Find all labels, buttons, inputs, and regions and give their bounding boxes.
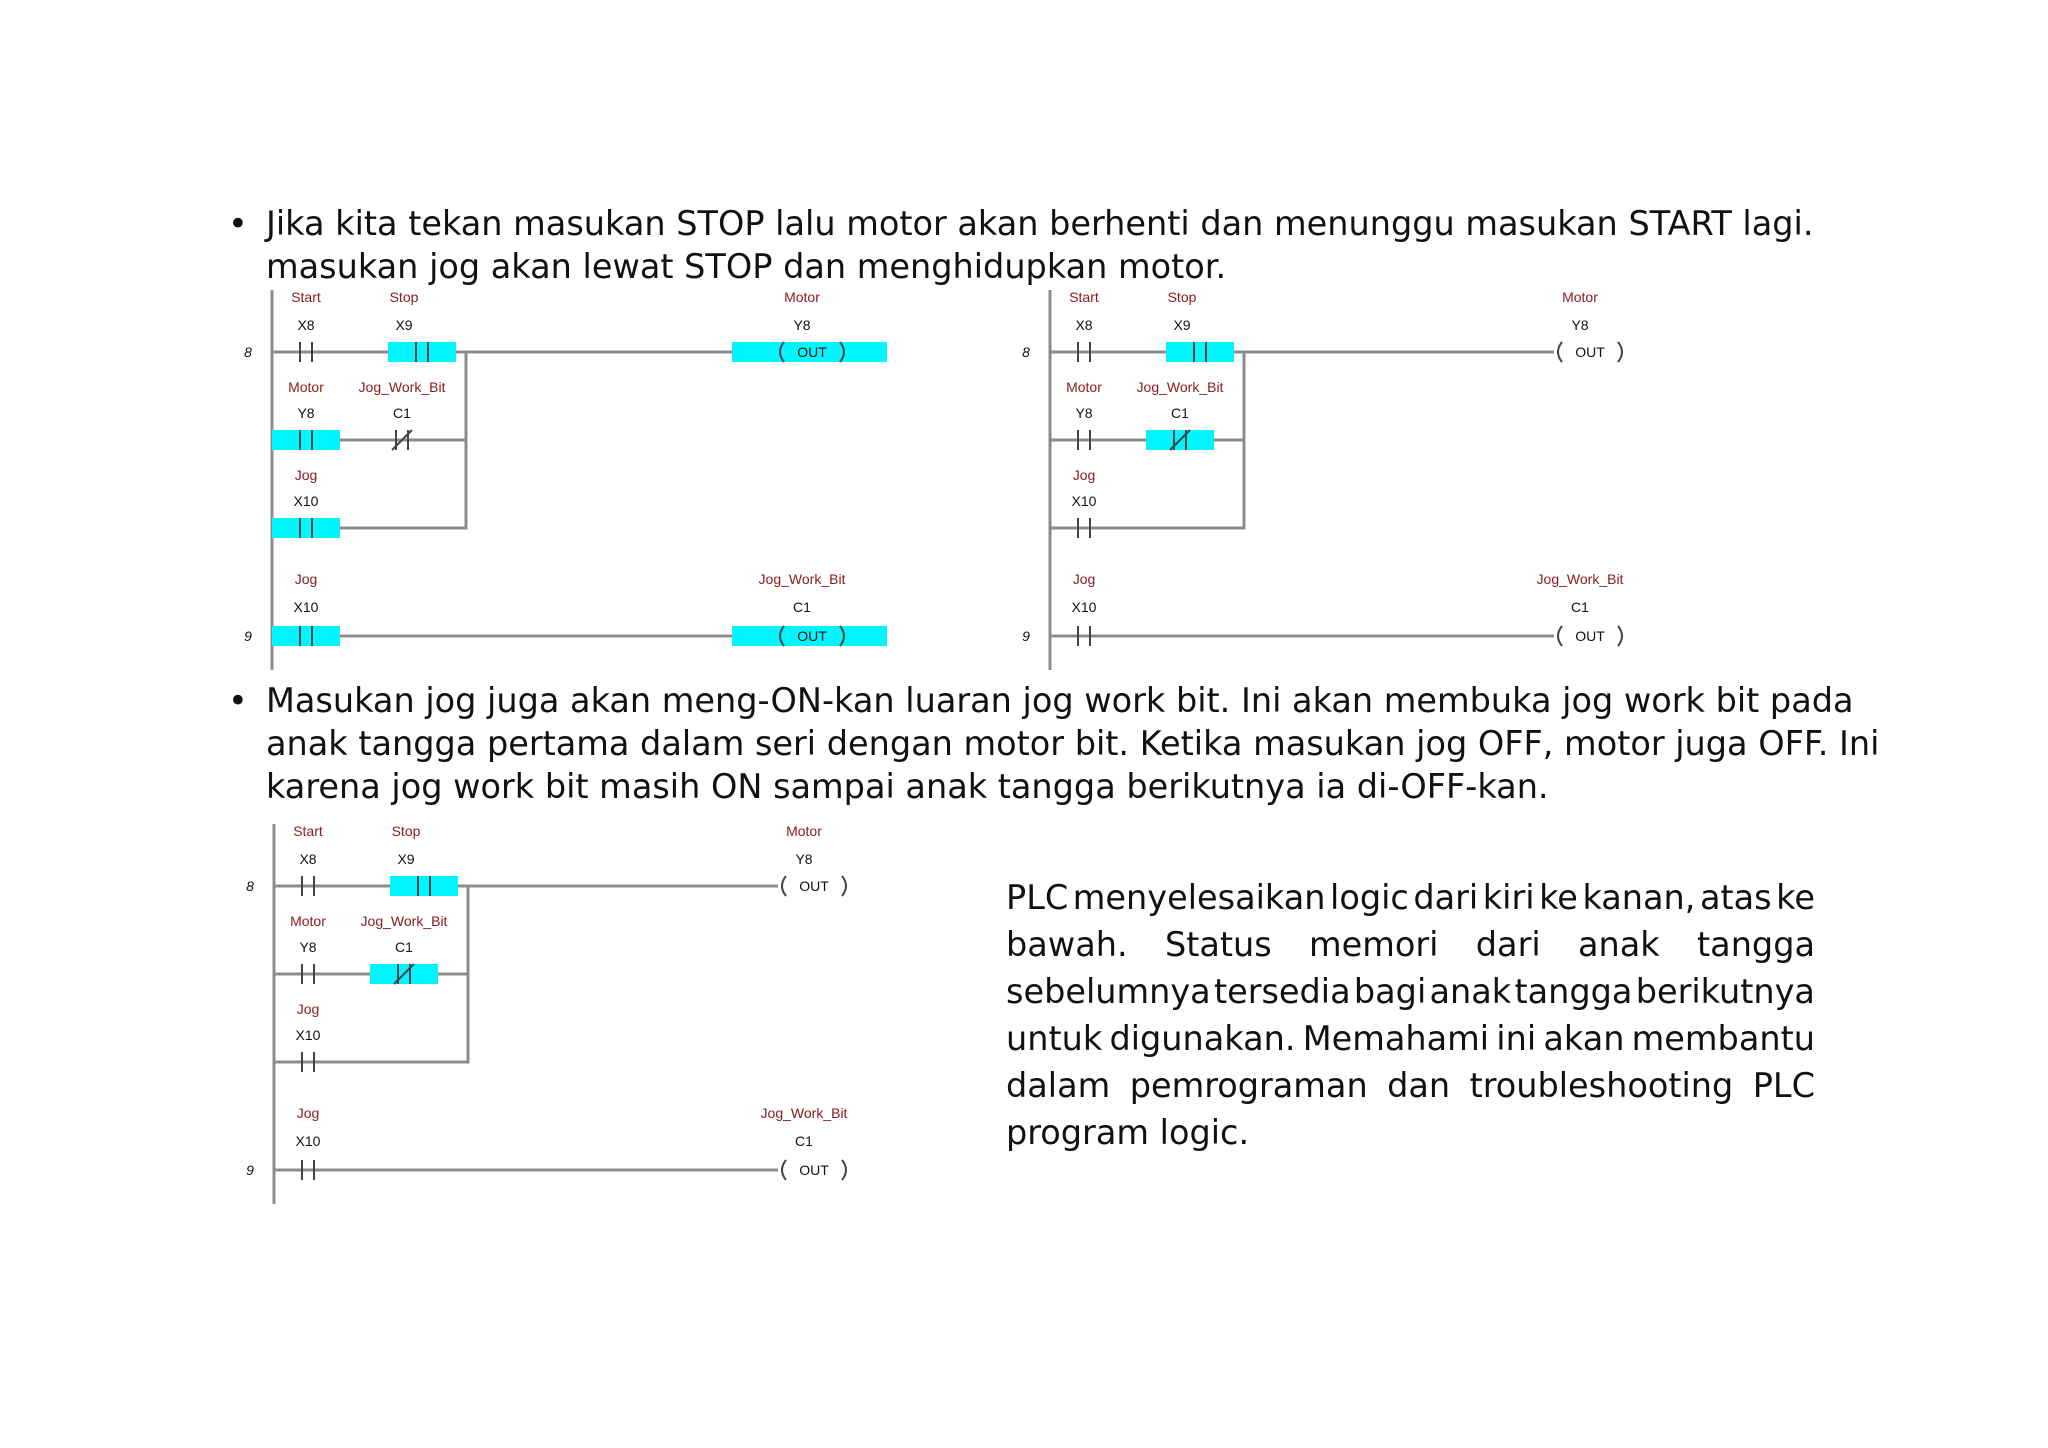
- jog-address: X10: [293, 493, 319, 509]
- start-label: Start: [1069, 289, 1099, 305]
- motor-contact-address: Y8: [297, 405, 315, 421]
- paragraph-word: membantu: [1631, 1019, 1815, 1058]
- stop-label: Stop: [391, 823, 421, 839]
- jog-label: Jog: [1072, 571, 1096, 587]
- start-label: Start: [293, 823, 323, 839]
- paragraph-word: kiri: [1482, 878, 1535, 917]
- rung-number: 8: [244, 344, 252, 360]
- motor-address: Y8: [1571, 317, 1589, 333]
- bullet-2-line-1: Masukan jog juga akan meng-ON-kan luaran jog work bit. Ini akan membuka jog work bit pada: [266, 681, 1854, 720]
- paragraph-line: [1006, 874, 1815, 921]
- motor-coil-out-text: OUT: [797, 344, 827, 360]
- motor-coil-arc-left: [1558, 342, 1562, 362]
- jog-work-bit-coil-address: C1: [1571, 599, 1589, 615]
- motor-label: Motor: [784, 289, 820, 305]
- bullet-1-line-2: masukan jog akan lewat STOP dan menghidupkan motor.: [266, 247, 1227, 286]
- paragraph-line: [1006, 968, 1815, 1015]
- rung-number: 8: [1022, 344, 1030, 360]
- paragraph-word: anak: [1578, 925, 1660, 964]
- jog-contact-highlight: [272, 518, 340, 538]
- paragraph-word: tersedia: [1213, 972, 1351, 1011]
- jog-address: X10: [1071, 599, 1097, 615]
- motor-contact-highlight: [272, 430, 340, 450]
- paragraph-word: troubleshooting: [1469, 1066, 1734, 1105]
- paragraph-word: Status: [1164, 925, 1272, 964]
- paragraph-word: digunakan.: [1109, 1019, 1296, 1058]
- paragraph-line: [1006, 1062, 1815, 1109]
- stop-contact-highlight: [1166, 342, 1234, 362]
- paragraph-word: dalam: [1006, 1066, 1111, 1105]
- paragraph-word: menyelesaikan: [1072, 878, 1326, 917]
- jog-work-bit-address: C1: [1171, 405, 1189, 421]
- paragraph-line: program logic.: [1006, 1113, 1250, 1152]
- paragraph-word: ini: [1496, 1019, 1537, 1058]
- jog-work-bit-address: C1: [395, 939, 413, 955]
- paragraph-word: tangga: [1514, 972, 1633, 1011]
- bullet-2-line-3: karena jog work bit masih ON sampai anak tangga berikutnya ia di-OFF-kan.: [266, 767, 1549, 806]
- jog-work-bit-coil-arc-right: [1618, 626, 1622, 646]
- motor-contact-label: Motor: [288, 379, 324, 395]
- jog-address: X10: [1071, 493, 1097, 509]
- paragraph-word: logic: [1330, 878, 1409, 917]
- paragraph-word: bagi: [1353, 972, 1427, 1011]
- motor-coil-arc-left: [782, 876, 786, 896]
- jog-work-bit-coil-arc-left: [1558, 626, 1562, 646]
- stop-address: X9: [397, 851, 415, 867]
- start-address: X8: [297, 317, 315, 333]
- paragraph-word: anak: [1429, 972, 1512, 1011]
- motor-coil-arc-right: [1618, 342, 1622, 362]
- motor-coil-out-text: OUT: [1575, 344, 1605, 360]
- bullet-dot: •: [228, 681, 248, 720]
- motor-contact-address: Y8: [1075, 405, 1093, 421]
- motor-coil-out-text: OUT: [799, 878, 829, 894]
- start-address: X8: [1075, 317, 1093, 333]
- motor-coil-arc-right: [842, 876, 846, 896]
- jog-address: X10: [295, 1027, 321, 1043]
- jog-work-bit-coil-address: C1: [793, 599, 811, 615]
- stop-contact-highlight: [390, 876, 458, 896]
- rung-number: 9: [246, 1162, 254, 1178]
- paragraph-word: ke: [1776, 878, 1815, 917]
- paragraph-word: pemrograman: [1129, 1066, 1368, 1105]
- motor-contact-label: Motor: [1066, 379, 1102, 395]
- explanation-paragraph: [1006, 874, 1815, 1156]
- jog-label: Jog: [1072, 467, 1096, 483]
- stop-label: Stop: [1167, 289, 1197, 305]
- paragraph-word: tangga: [1697, 925, 1815, 964]
- motor-contact-label: Motor: [290, 913, 326, 929]
- rung-number: 9: [1022, 628, 1030, 644]
- jog-address: X10: [293, 599, 319, 615]
- paragraph-line: [1006, 921, 1815, 968]
- paragraph-word: PLC: [1006, 878, 1069, 917]
- paragraph-word: bawah.: [1006, 925, 1128, 964]
- jog-work-bit-address: C1: [393, 405, 411, 421]
- bullet-2-line-2: anak tangga pertama dalam seri dengan motor bit. Ketika masukan jog OFF, motor juga OFF. Ini: [266, 724, 1880, 763]
- jog-work-bit-coil-address: C1: [795, 1133, 813, 1149]
- paragraph-word: Memahami: [1302, 1019, 1490, 1058]
- jog-label: Jog: [294, 571, 318, 587]
- jog-work-bit-coil-out-text: OUT: [1575, 628, 1605, 644]
- stop-label: Stop: [389, 289, 419, 305]
- stop-address: X9: [395, 317, 413, 333]
- ladder-diagram-3: [242, 822, 902, 1206]
- jog-work-bit-coil-out-text: OUT: [799, 1162, 829, 1178]
- jog-label: Jog: [294, 467, 318, 483]
- stop-contact-highlight: [388, 342, 456, 362]
- paragraph-line: [1006, 1015, 1815, 1062]
- paragraph-word: dari: [1475, 925, 1541, 964]
- paragraph-word: memori: [1309, 925, 1439, 964]
- ladder-diagram-2: [1018, 288, 1678, 672]
- ladder-diagram-1: [240, 288, 900, 672]
- jog-work-bit-label: Jog_Work_Bit: [358, 379, 446, 395]
- jog-work-bit-coil-arc-left: [782, 1160, 786, 1180]
- paragraph-word: kanan,: [1582, 878, 1696, 917]
- paragraph-word: berikutnya: [1635, 972, 1815, 1011]
- jog-work-bit-coil-out-text: OUT: [797, 628, 827, 644]
- paragraph-word: akan: [1543, 1019, 1625, 1058]
- start-label: Start: [291, 289, 321, 305]
- rung-number: 8: [246, 878, 254, 894]
- paragraph-word: dan: [1387, 1066, 1451, 1105]
- bullet-dot: •: [228, 204, 248, 243]
- motor-address: Y8: [793, 317, 811, 333]
- jog-work-bit-coil-label: Jog_Work_Bit: [1536, 571, 1624, 587]
- motor-contact-address: Y8: [299, 939, 317, 955]
- jog-contact-rung-9-highlight: [272, 626, 340, 646]
- start-address: X8: [299, 851, 317, 867]
- jog-label: Jog: [296, 1001, 320, 1017]
- jog-work-bit-coil-label: Jog_Work_Bit: [760, 1105, 848, 1121]
- motor-address: Y8: [795, 851, 813, 867]
- jog-work-bit-coil-arc-right: [842, 1160, 846, 1180]
- jog-work-bit-label: Jog_Work_Bit: [360, 913, 448, 929]
- stop-address: X9: [1173, 317, 1191, 333]
- paragraph-word: untuk: [1006, 1019, 1103, 1058]
- jog-label: Jog: [296, 1105, 320, 1121]
- paragraph-word: PLC: [1752, 1066, 1815, 1105]
- motor-label: Motor: [1562, 289, 1598, 305]
- paragraph-word: ke: [1539, 878, 1578, 917]
- rung-number: 9: [244, 628, 252, 644]
- jog-work-bit-coil-label: Jog_Work_Bit: [758, 571, 846, 587]
- motor-label: Motor: [786, 823, 822, 839]
- paragraph-word: dari: [1413, 878, 1479, 917]
- jog-address: X10: [295, 1133, 321, 1149]
- paragraph-word: sebelumnya: [1006, 972, 1211, 1011]
- paragraph-word: atas: [1699, 878, 1772, 917]
- jog-work-bit-label: Jog_Work_Bit: [1136, 379, 1224, 395]
- bullet-1-line-1: Jika kita tekan masukan STOP lalu motor akan berhenti dan menunggu masukan START lagi.: [266, 204, 1814, 243]
